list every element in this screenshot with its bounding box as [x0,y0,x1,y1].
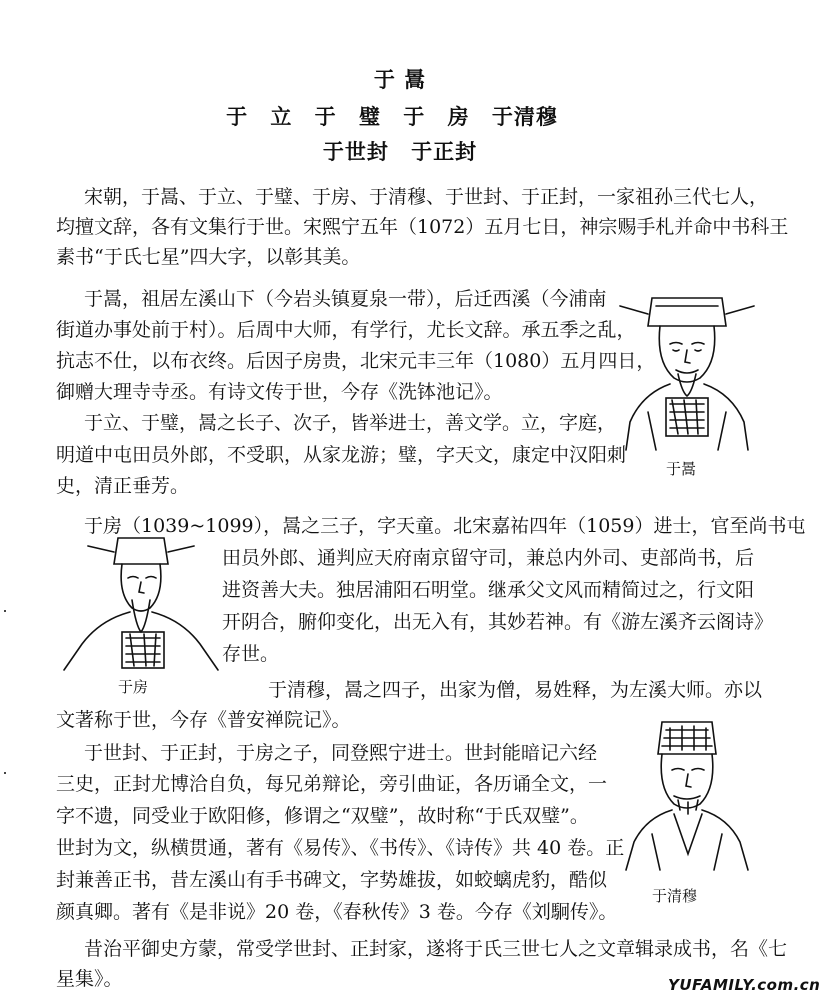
text-line: 昔治平御史方蒙，常受学世封、正封家，遂将于氏三世七人之文章辑录成书，名《七 [84,938,788,960]
text-line: 于清穆，暠之四子，出家为僧，易姓释，为左溪大师。亦以 [268,679,763,701]
text-line: 封兼善正书，昔左溪山有手书碑文，字势雄拔，如蛟螭虎豹，酷似 [56,869,608,891]
text-line: 田员外郎、通判应天府南京留守司，兼总内外司、吏部尚书，后 [222,547,755,569]
watermark: YUFAMILY.com.cn [668,976,820,994]
text-line: 字不遗，同受业于欧阳修，修谓之“双璧”，故时称“于氏双璧”。 [56,805,589,827]
text-line: 素书“于氏七星”四大字，以彰其美。 [56,246,361,268]
text-line: 世封为文，纵横贯通，著有《易传》、《书传》、《诗传》共 40 卷。正 [56,837,625,859]
text-line: 于房（1039~1099），暠之三子，字天童。北宋嘉祐四年（1059）进士，官至尚书屯 [84,515,806,537]
text-line: 进资善大夫。独居浦阳石明堂。继承父文风而精简过之，行文阳 [222,579,755,601]
title-line-1: 于 暠 [373,68,427,92]
text-line: 于立、于璧，暠之长子、次子，皆举进士，善文学。立，字庭， [84,412,617,434]
portrait-yu-fang [60,534,220,674]
caption-yu-hao: 于暠 [666,460,697,478]
text-line: 宋朝，于暠、于立、于璧、于房、于清穆、于世封、于正封，一家祖孙三代七人， [84,186,769,208]
text-line: 文著称于世，今存《普安禅院记》。 [56,709,351,731]
text-line: 于世封、于正封，于房之子，同登熙宁进士。世封能暗记六经 [84,742,598,764]
portrait-yu-hao [612,292,762,452]
caption-yu-fang: 于房 [118,678,149,696]
text-line: 颜真卿。著有《是非说》20 卷，《春秋传》3 卷。今存《刘駉传》。 [56,901,618,923]
text-line: 史，清正垂芳。 [56,475,190,497]
text-line: 于暠，祖居左溪山下（今岩头镇夏泉一带），后迁西溪（今浦南 [84,288,607,310]
text-line: 御赠大理寺寺丞。有诗文传于世，今存《洗钵池记》。 [56,381,503,403]
title-line-2: 于 立 于 璧 于 房 于清穆 [226,105,558,129]
scan-speck [4,772,6,774]
text-line: 抗志不仕，以布衣终。后因子房贵，北宋元丰三年（1080）五月四日， [56,350,656,372]
text-line: 街道办事处前于村）。后周中大师，有学行，尤长文辞。承五季之乱， [56,319,636,341]
text-line: 均擅文辞，各有文集行于世。宋熙宁五年（1072）五月七日，神宗赐手札并命中书科王 [56,216,789,238]
portrait-yu-qingmu [612,714,762,874]
title-line-3: 于世封 于正封 [322,140,478,164]
text-line: 明道中屯田员外郎，不受职，从家龙游；璧，字天文，康定中汉阳刺 [56,444,627,466]
text-line: 三史，正封尤博洽自负，每兄弟辩论，旁引曲证，各历诵全文，一 [56,773,608,795]
text-line: 开阴合，腑仰变化，出无入有，其妙若神。有《游左溪齐云阁诗》 [222,611,774,633]
text-line: 存世。 [222,643,280,665]
scan-speck [4,610,6,612]
caption-yu-qingmu: 于清穆 [652,887,698,905]
text-line: 星集》。 [56,968,123,990]
